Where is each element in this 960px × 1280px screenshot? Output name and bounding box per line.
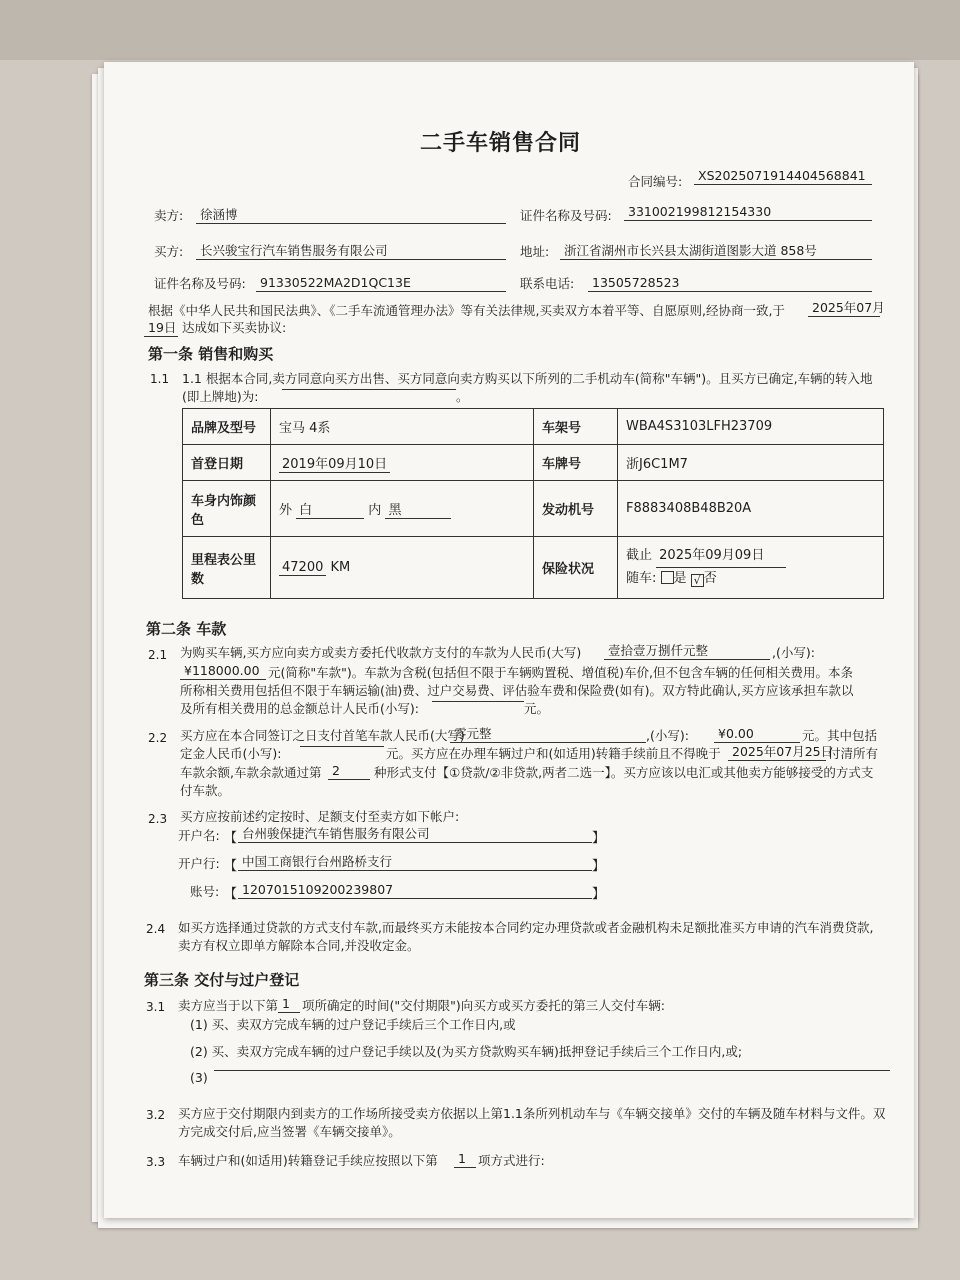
checkbox-no-label: 否 xyxy=(703,571,717,586)
table-row xyxy=(183,409,884,445)
section-2-3-text: 买方应按前述约定按时、足额支付至卖方如下帐户: xyxy=(180,809,460,824)
car-price-amount: ¥118000.00 xyxy=(180,663,266,680)
article-1-heading: 第一条 销售和购买 xyxy=(148,345,274,363)
section-2-1-end: 元。 xyxy=(524,701,550,716)
mileage-unit: KM xyxy=(330,559,351,575)
section-3-3-text-b: 项方式进行: xyxy=(478,1153,545,1168)
table-row xyxy=(183,481,884,537)
section-2-4-text-a: 如买方选择通过贷款的方式支付车款,而最终买方未能按本合同约定办理贷款或者金融机构未足额批准买方申请的汽车消费贷款, xyxy=(178,920,874,935)
payment-deadline: 2025年07月25日 xyxy=(728,744,826,761)
bracket-right: 】 xyxy=(592,859,606,874)
checkbox-no[interactable]: √ xyxy=(691,574,704,587)
section-2-2-text-g: 车款余额,车款余款通过第 xyxy=(180,765,322,780)
section-2-2-text-a: 买方应在本合同签订之日支付首笔车款人民币(大写) xyxy=(180,728,465,743)
background-top xyxy=(0,0,960,60)
account-no-value: 1207015109200239807 xyxy=(238,882,592,899)
section-3-3-text-a: 车辆过户和(如适用)转籍登记手续应按照以下第 xyxy=(178,1153,438,1168)
section-1-1-text-b: (即上牌地)为: xyxy=(182,389,259,404)
color-label: 车身内饰颜色 xyxy=(183,481,271,537)
inner-color-prefix: 内 xyxy=(368,502,382,518)
section-3-2-text-a: 买方应于交付期限内到卖方的工作场所接受卖方依据以上第1.1条所列机动车与《车辆交接单》交付的车辆及随车材料与文件。双 xyxy=(178,1106,886,1121)
section-2-2-text-f: 付清所有 xyxy=(828,746,879,761)
checkbox-yes[interactable] xyxy=(661,571,674,584)
vin-label: 车架号 xyxy=(534,409,618,445)
payment-method: 2 xyxy=(328,763,370,780)
brand-value: 宝马 4系 xyxy=(271,409,534,445)
section-2-1-text-d: 所称相关费用包括但不限于车辆运输(油)费、过户交易费、评估验车费和保险费(如有)。双方特此确认,买方应该承担车款以 xyxy=(180,683,854,698)
bracket-right: 】 xyxy=(592,887,606,902)
buyer-field: 长兴骏宝行汽车销售服务有限公司 xyxy=(196,243,506,260)
outer-color-value: 白 xyxy=(296,499,364,519)
brand-label: 品牌及型号 xyxy=(183,409,271,445)
bracket-left: 【 xyxy=(224,859,238,874)
table-row xyxy=(183,537,884,599)
mileage-label: 里程表公里数 xyxy=(183,537,271,599)
delivery-item: 1 xyxy=(278,996,300,1013)
destination-field xyxy=(282,389,456,390)
outer-color-prefix: 外 xyxy=(279,502,293,518)
phone-label: 联系电话: xyxy=(520,276,575,291)
intro-text-a: 根据《中华人民共和国民法典》、《二手车流通管理办法》等有关法律规,买卖双方本着平等、自愿原则,经协商一致,于 xyxy=(148,303,785,318)
transfer-item: 1 xyxy=(454,1151,476,1168)
total-amount-field xyxy=(432,701,524,702)
reg-date-value: 2019年09月10日 xyxy=(279,453,390,473)
intro-date-b: 19日 xyxy=(144,320,178,337)
account-name-value: 台州骏保捷汽车销售服务有限公司 xyxy=(238,826,592,843)
car-price-cn: 壹拾壹万捌仟元整 xyxy=(604,643,770,660)
engine-value: F8883408B48B20A xyxy=(618,481,884,537)
seller-id-field: 331002199812154330 xyxy=(624,204,872,221)
section-2-2-text-i: 付车款。 xyxy=(180,783,231,798)
section-2-1-text-c: 元(简称"车款")。车款为含税(包括但不限于车辆购置税、增值税)车价,但不包含车辆的任何相关费用。本条 xyxy=(268,665,853,680)
table-row xyxy=(183,445,884,481)
section-3-1-option-2: (2) 买、卖双方完成车辆的过户登记手续以及(为买方贷款购买车辆)抵押登记手续后三个工作日内,或; xyxy=(190,1044,743,1059)
inner-color-value: 黑 xyxy=(385,499,451,519)
vehicle-info-table xyxy=(182,408,884,599)
mileage-value: 47200 xyxy=(279,560,326,576)
section-3-1-text-b: 项所确定的时间("交付期限")向买方或买方委托的第三人交付车辆: xyxy=(302,998,665,1013)
mileage-cell xyxy=(271,537,534,599)
section-2-1-number: 2.1 xyxy=(148,648,168,662)
section-3-2-text-b: 方完成交付后,应当签署《车辆交接单》。 xyxy=(178,1124,401,1139)
seller-label: 卖方: xyxy=(154,208,184,223)
section-3-1-option-1: (1) 买、卖双方完成车辆的过户登记手续后三个工作日内,或 xyxy=(190,1017,516,1032)
insurance-until-value: 2025年09月09日 xyxy=(656,545,786,568)
insurance-with-prefix: 随车: xyxy=(626,571,657,586)
address-label: 地址: xyxy=(520,244,550,259)
article-3-heading: 第三条 交付与过户登记 xyxy=(144,971,300,989)
section-2-1-text-e: 及所有相关费用的总金额总计人民币(小写): xyxy=(180,701,419,716)
insurance-label: 保险状况 xyxy=(534,537,618,599)
section-3-2-number: 3.2 xyxy=(146,1108,166,1122)
section-2-1-text-a: 为购买车辆,买方应向卖方或卖方委托代收款方支付的车款为人民币(大写) xyxy=(180,645,582,660)
section-2-2-text-h: 种形式支付【①贷款/②非贷款,两者二选一】。买方应该以电汇或其他卖方能够接受的方式支 xyxy=(374,765,874,780)
section-2-2-text-e: 元。买方应在办理车辆过户和(如适用)转籍手续前且不得晚于 xyxy=(386,746,721,761)
section-1-1-number: 1.1 xyxy=(150,372,170,386)
section-1-1-end: 。 xyxy=(456,389,469,404)
section-3-1-number: 3.1 xyxy=(146,1000,166,1014)
deposit-field xyxy=(300,746,384,747)
section-3-3-number: 3.3 xyxy=(146,1155,166,1169)
section-2-2-text-b: ,(小写): xyxy=(646,728,689,743)
insurance-cell xyxy=(618,537,884,599)
contract-no-field: XS2025071914404568841 xyxy=(694,168,872,185)
first-payment-amount: ¥0.00 xyxy=(714,726,800,743)
section-2-1-text-b: ,(小写): xyxy=(772,645,815,660)
address-field: 浙江省湖州市长兴县太湖街道图影大道 858号 xyxy=(560,243,872,260)
vin-value: WBA4S3103LFH23709 xyxy=(618,409,884,445)
option-3-field xyxy=(214,1070,890,1071)
contract-page xyxy=(104,62,914,1218)
seller-id-label: 证件名称及号码: xyxy=(520,208,612,223)
plate-label: 车牌号 xyxy=(534,445,618,481)
buyer-label: 买方: xyxy=(154,244,184,259)
bracket-right: 】 xyxy=(592,831,606,846)
section-2-2-text-d: 定金人民币(小写): xyxy=(180,746,282,761)
document-title: 二手车销售合同 xyxy=(420,131,582,156)
checkbox-yes-label: 是 xyxy=(673,571,687,586)
first-payment-cn: 零元整 xyxy=(450,726,646,743)
bracket-left: 【 xyxy=(224,831,238,846)
section-2-2-number: 2.2 xyxy=(148,731,168,745)
buyer-id-label: 证件名称及号码: xyxy=(154,276,246,291)
section-2-2-text-c: 元。其中包括 xyxy=(802,728,878,743)
section-2-3-number: 2.3 xyxy=(148,812,168,826)
intro-text-b: 达成如下买卖协议: xyxy=(182,320,287,335)
reg-date-label: 首登日期 xyxy=(183,445,271,481)
buyer-id-field: 91330522MA2D1QC13E xyxy=(256,275,506,292)
section-3-1-option-3: (3) xyxy=(190,1070,208,1085)
intro-date-a: 2025年07月 xyxy=(808,300,880,317)
account-name-label: 开户名: xyxy=(178,828,220,843)
bracket-left: 【 xyxy=(224,887,238,902)
reg-date-cell xyxy=(271,445,534,481)
color-cell xyxy=(271,481,534,537)
section-2-4-text-b: 卖方有权立即单方解除本合同,并没收定金。 xyxy=(178,938,420,953)
contract-no-label: 合同编号: xyxy=(628,174,683,189)
article-2-heading: 第二条 车款 xyxy=(146,620,227,638)
section-1-1-text-a: 1.1 根据本合同,卖方同意向买方出售、买方同意向卖方购买以下所列的二手机动车(简称"车辆")。且买方已确定,车辆的转入地 xyxy=(182,371,873,386)
section-3-1-text-a: 卖方应当于以下第 xyxy=(178,998,279,1013)
insurance-until-prefix: 截止 xyxy=(626,548,653,563)
engine-label: 发动机号 xyxy=(534,481,618,537)
account-bank-label: 开户行: xyxy=(178,856,220,871)
phone-field: 13505728523 xyxy=(588,275,872,292)
seller-field: 徐涵博 xyxy=(196,207,506,224)
account-no-label: 账号: xyxy=(190,884,220,899)
plate-value: 浙J6C1M7 xyxy=(618,445,884,481)
section-2-4-number: 2.4 xyxy=(146,922,166,936)
account-bank-value: 中国工商银行台州路桥支行 xyxy=(238,854,592,871)
